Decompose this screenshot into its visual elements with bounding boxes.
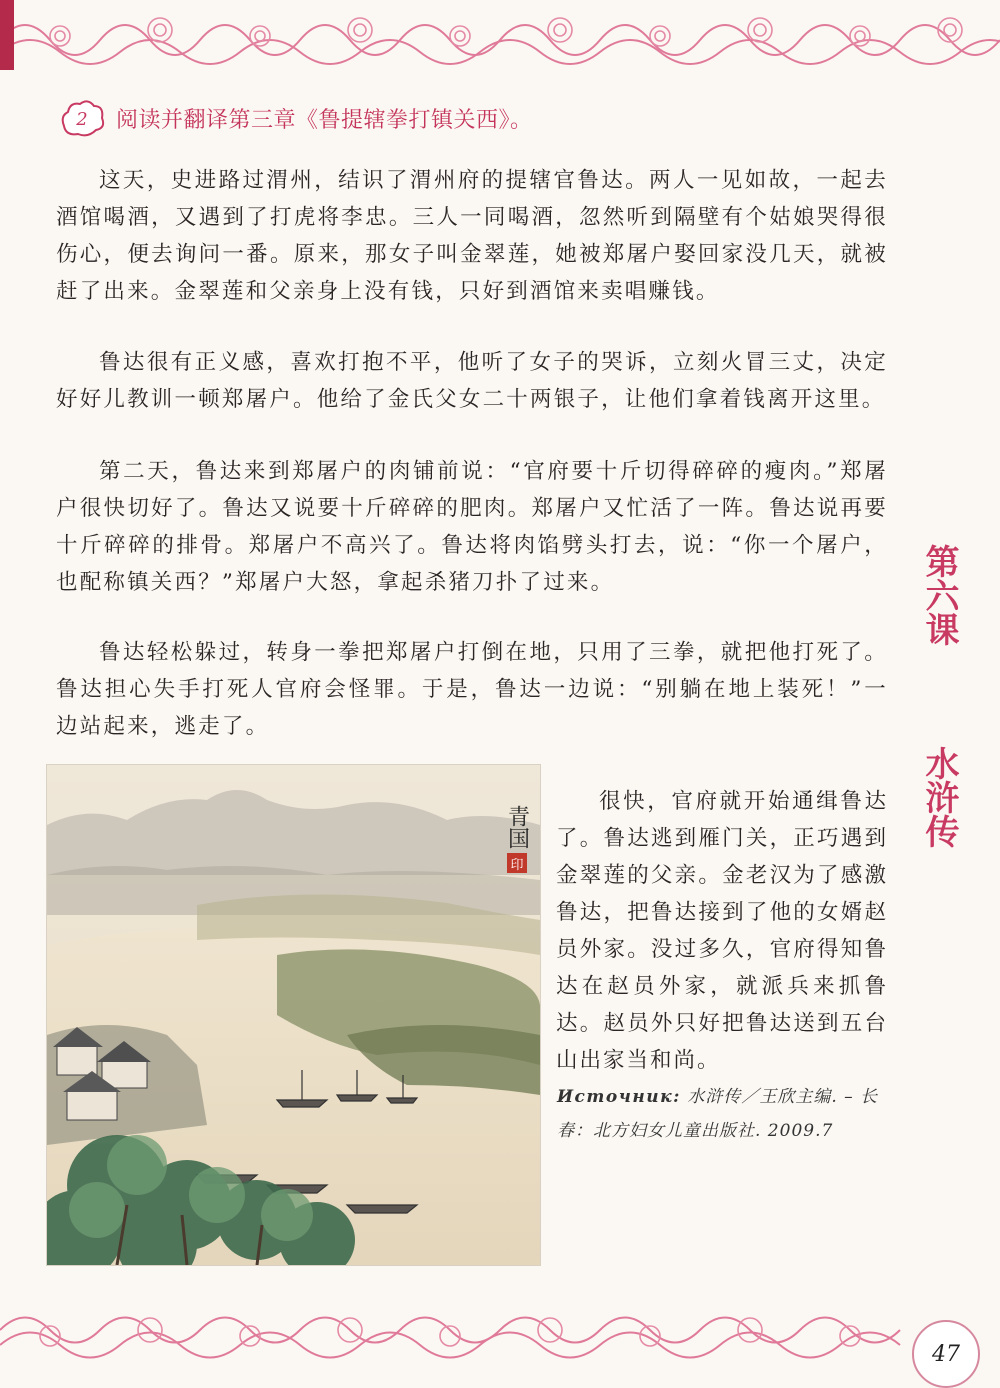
task-title: 阅读并翻译第三章《鲁提辖拳打镇关西》。 (116, 107, 533, 133)
paragraph-1: 这天，史进路过渭州，结识了渭州府的提辖官鲁达。两人一见如故，一起去酒馆喝酒，又遇到了打虎将李忠。三人一同喝酒，忽然听到隔壁有个姑娘哭得很伤心，便去询问一番。原来，那女子叫金翠莲，她被郑屠户娶回家没几天，就被赶了出来。金翠莲和父亲身上没有钱，只好到酒馆来卖唱赚钱。 (56, 168, 888, 304)
lesson-title-vertical: 水浒传 (919, 746, 959, 848)
page-number: 47 (912, 1320, 980, 1388)
source-citation (557, 1080, 887, 1148)
paragraph-2: 鲁达很有正义感，喜欢打抱不平，他听了女子的哭诉，立刻火冒三丈，决定好好儿教训一顿郑屠户。他给了金氏父女二十两银子，让他们拿着钱离开这里。 (56, 350, 888, 412)
source-text: 水浒传／王欣主编. – 长春：北方妇女儿童出版社. 2009.7 (557, 1087, 879, 1141)
paragraph-5: 很快，官府就开始通缉鲁达了。鲁达逃到雁门关，正巧遇到金翠莲的父亲。金老汉为了感激鲁达，把鲁达接到了他的女婿赵员外家。没过多久，官府得知鲁达在赵员外家，就派兵来抓鲁达。赵员外只好把鲁达送到五台山出家当和尚。 (556, 789, 888, 1073)
landscape-painting (47, 765, 540, 1265)
task-header (58, 96, 533, 140)
cloud-number-badge-icon (58, 96, 106, 140)
paragraph-3: 第二天，鲁达来到郑屠户的肉铺前说：“官府要十斤切得碎碎的瘦肉。”郑屠户很快切好了。鲁达又说要十斤碎碎的肥肉。郑屠户又忙活了一阵。鲁达说再要十斤碎碎的排骨。郑屠户不高兴了。鲁达将肉馅劈头打去，说：“你一个屠户，也配称镇关西？”郑屠户大怒，拿起杀猪刀扑了过来。 (56, 459, 888, 595)
painting-stamp: 印 (510, 858, 524, 873)
bottom-cloud-border (0, 1300, 1000, 1380)
top-cloud-border (0, 0, 1000, 70)
source-label: Источник: (557, 1087, 681, 1107)
paragraph-4: 鲁达轻松躲过，转身一拳把郑屠户打倒在地，只用了三拳，就把他打死了。鲁达担心失手打死人官府会怪罪。于是，鲁达一边说：“别躺在地上装死！”一边站起来，逃走了。 (56, 640, 888, 739)
painting-signature: 青国 (504, 805, 530, 849)
task-number: 2 (76, 109, 88, 130)
lesson-number-vertical: 第六课 (919, 544, 959, 646)
